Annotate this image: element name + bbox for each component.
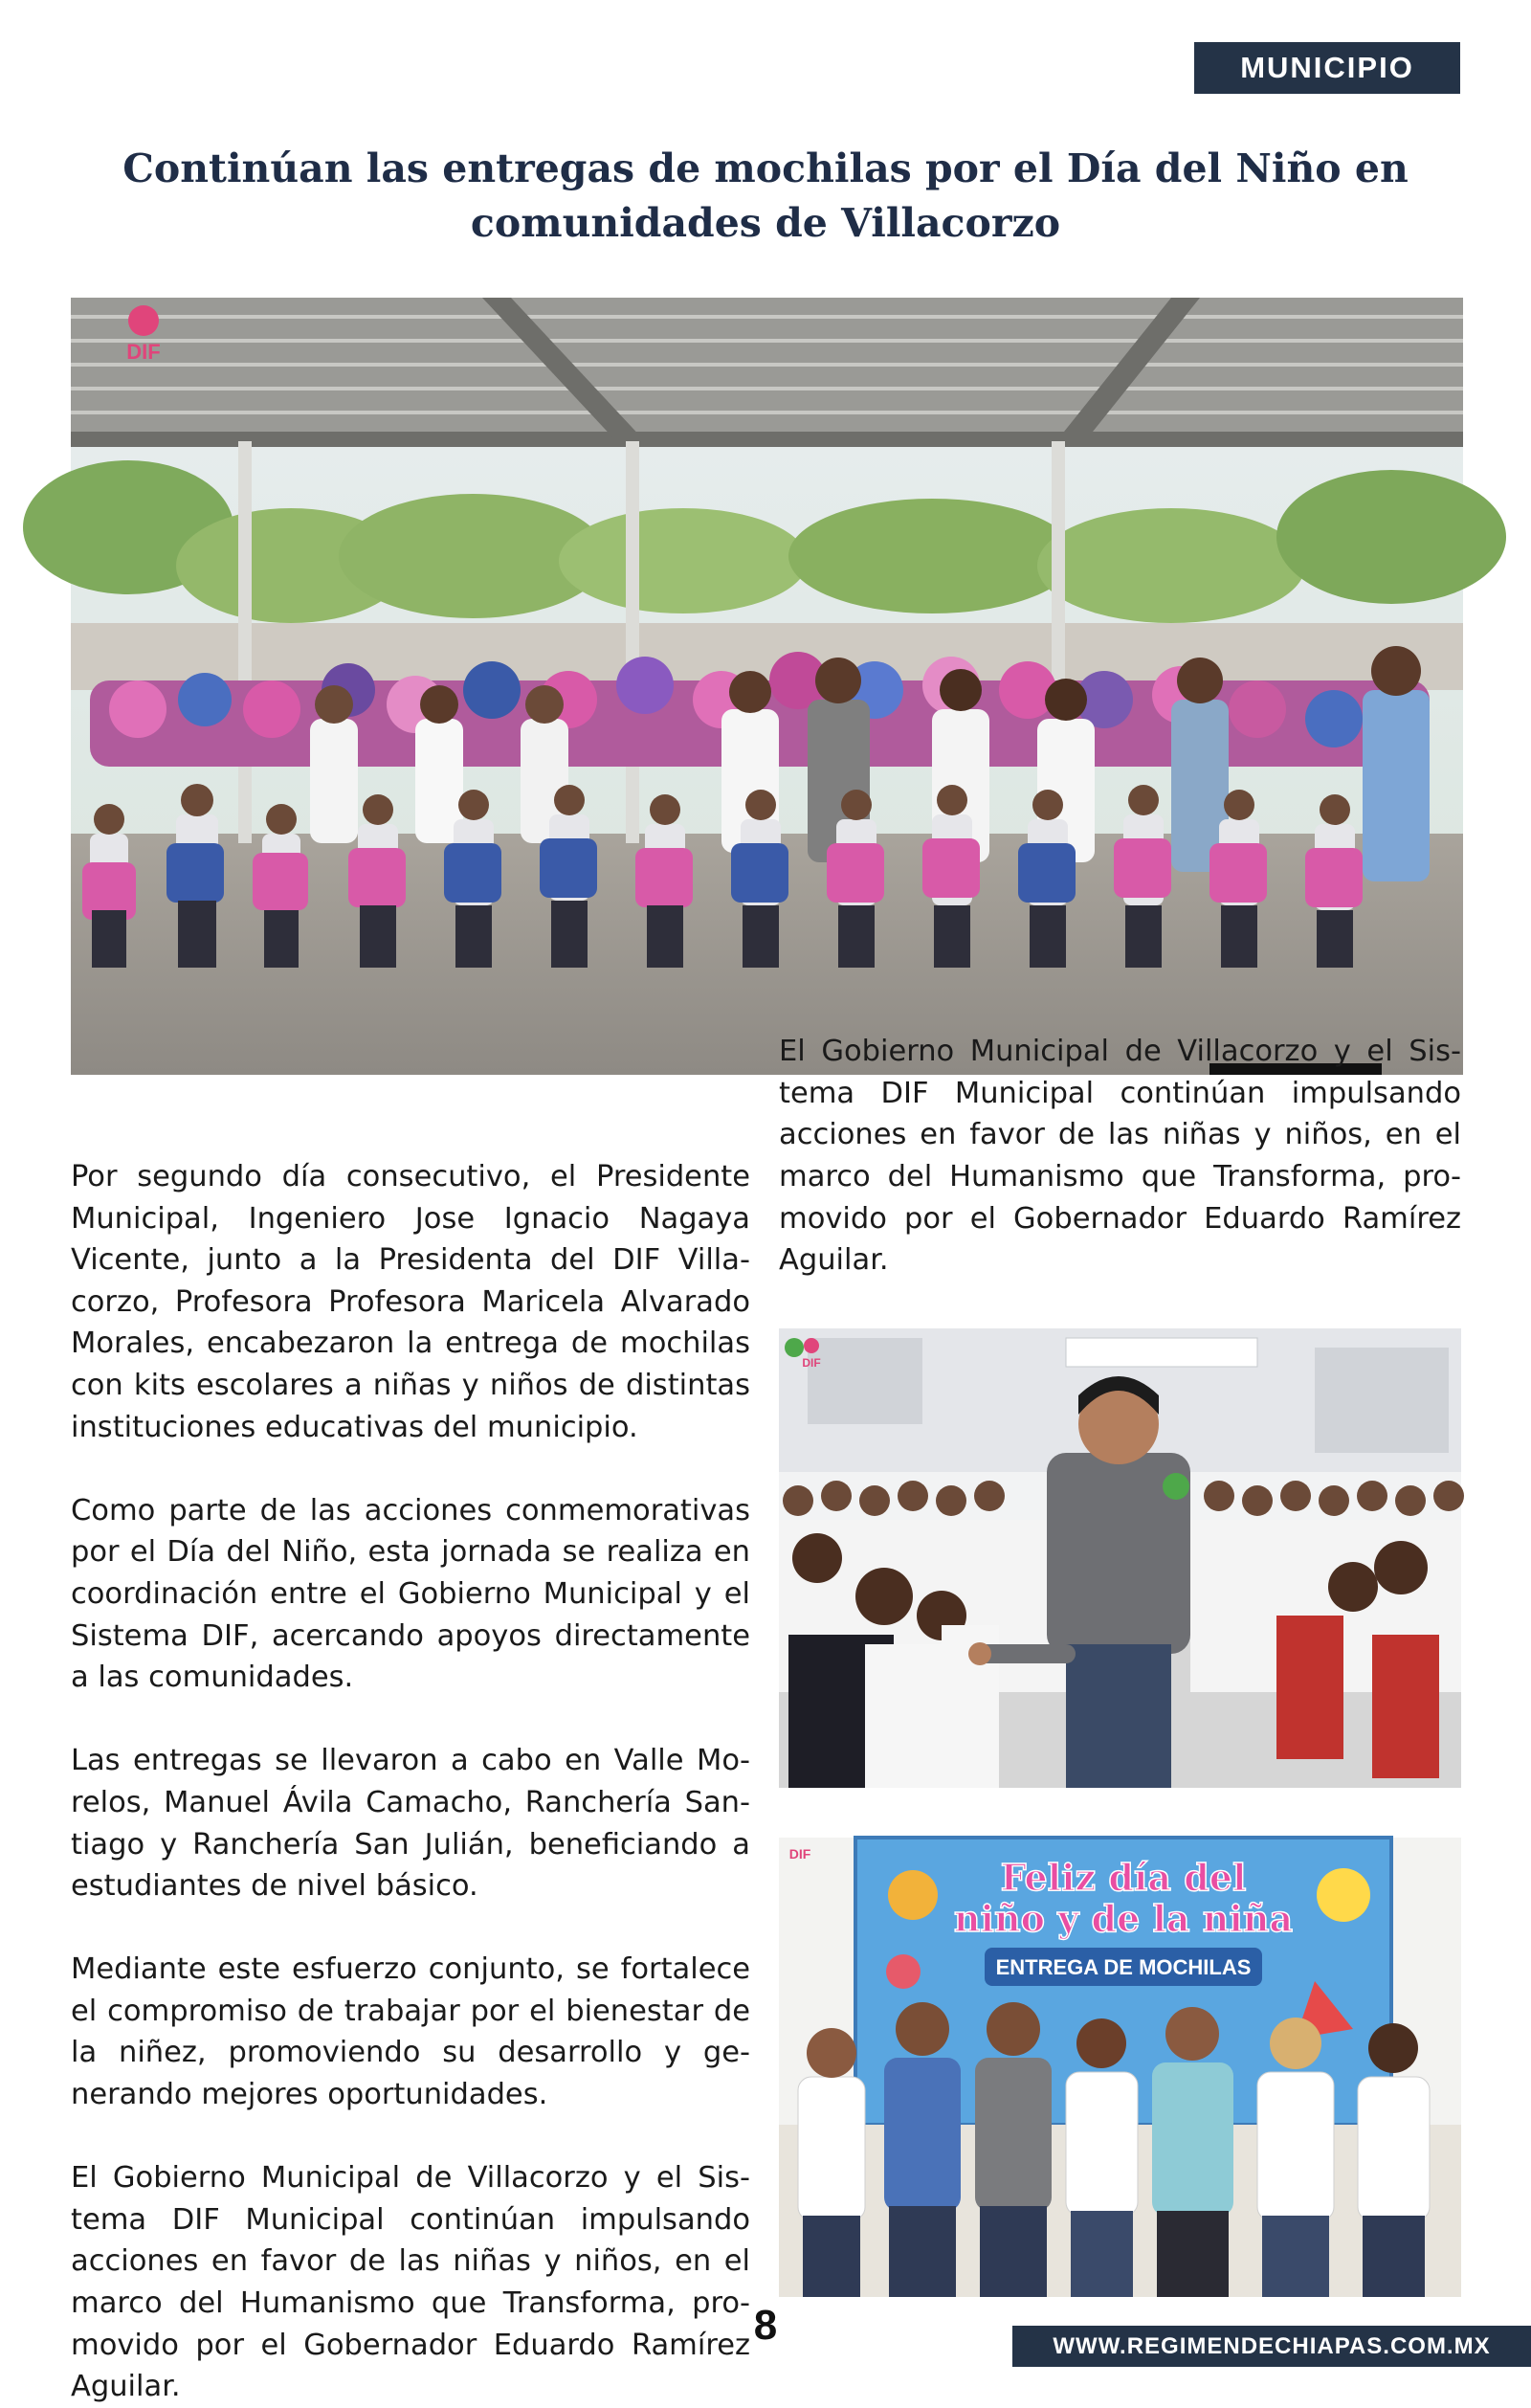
- dif-logo-small-2: [783, 1838, 817, 1866]
- dif-logo: [115, 303, 172, 375]
- article-paragraph-1: Por segundo día consecutivo, el Presidente Municipal, Ingeniero Jose Ignacio Nagaya Vicente, junto a la Presidenta del DIF Villacorzo, Profesora Profesora Maricela Alvarado Morales, encabezaron la entrega de mochilas con kits escolares a niñas y niños de distintas instituciones educativas del municipio.: [71, 1160, 750, 1444]
- article-title: Continúan las entregas de mochilas por el Día del Niño en comunidades de Villacorzo: [122, 145, 1409, 246]
- dif-logo-small-2-text: DIF: [788, 1846, 811, 1862]
- banner-title-line-1: Feliz día del: [1000, 1856, 1247, 1899]
- dif-logo-text: DIF: [126, 340, 161, 364]
- article-paragraph-5-continued: El Gobierno Municipal de Villacorzo y el Sistema DIF Municipal continúan impulsando acciones en favor de las niñas y niños, en el marco del Humanismo que Transforma, promovido por el Gobernador Eduardo Ramírez Aguilar.: [779, 1035, 1461, 1278]
- page-number: 8: [753, 2302, 778, 2349]
- article-body-left: [71, 1156, 750, 2404]
- article-paragraph-5: El Gobierno Municipal de Villacorzo y el Sistema DIF Municipal continúan impulsando acciones en favor de las niñas y niños, en el marco del Humanismo que Transforma, promovido por el Gobernador Eduardo Ramírez Aguilar.: [71, 2161, 750, 2404]
- handshake-photo: [779, 1328, 1461, 1788]
- article-paragraph-3: Las entregas se llevaron a cabo en Valle Morelos, Manuel Ávila Camacho, Ranchería Santiago y Ranchería San Julián, beneficiando a estudiantes de nivel básico.: [71, 1744, 750, 1904]
- main-group-photo: [71, 298, 1463, 1075]
- banner-group-photo-illustration: [779, 1838, 1461, 2297]
- banner-subtitle: ENTREGA DE MOCHILAS: [995, 1955, 1252, 1979]
- banner-group-photo: [779, 1838, 1461, 2297]
- dif-logo-small-text: DIF: [802, 1356, 821, 1370]
- banner-title-line-2: niño y de la niña: [953, 1897, 1294, 1940]
- article-paragraph-4: Mediante este esfuerzo conjunto, se fortalece el compromiso de trabajar por el bienestar de la niñez, promoviendo su desarrollo y generando mejores oportunidades.: [71, 1952, 750, 2112]
- section-label: MUNICIPIO: [1194, 42, 1460, 94]
- website-url[interactable]: WWW.REGIMENDECHIAPAS.COM.MX: [1012, 2326, 1531, 2367]
- article-body-right: [779, 1035, 1461, 1282]
- article-paragraph-2: Como parte de las acciones conmemorativas por el Día del Niño, esta jornada se realiza en coordinación entre el Gobierno Municipal y el Sistema DIF, acercando apoyos directamente a las comunidades.: [71, 1493, 750, 1695]
- dif-logo-small: [783, 1334, 821, 1372]
- group-photo-illustration: [71, 298, 1463, 1075]
- handshake-photo-illustration: [779, 1328, 1461, 1788]
